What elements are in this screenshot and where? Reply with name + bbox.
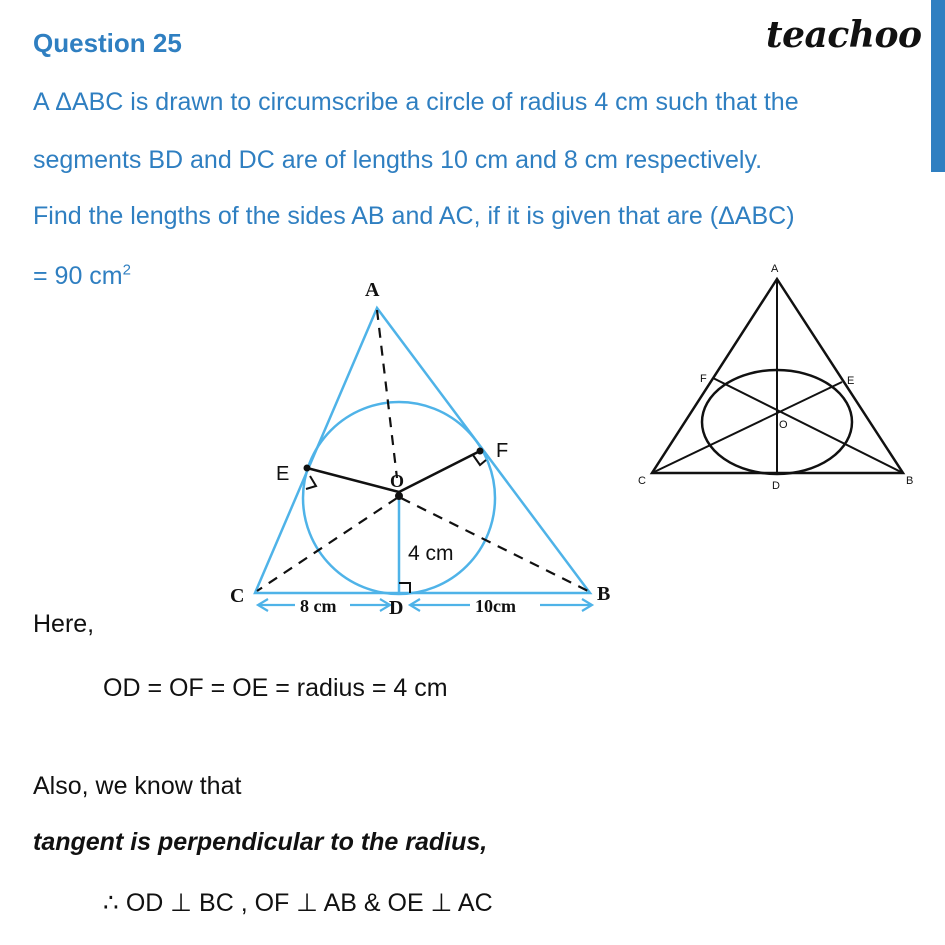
radius-label: 4 cm: [408, 542, 454, 565]
area-value: = 90 cm: [33, 262, 123, 290]
equation-radius: OD = OF = OE = radius = 4 cm: [103, 674, 448, 702]
label-e: E: [276, 463, 290, 485]
ref-label-f: F: [700, 373, 707, 385]
main-triangle-figure: [230, 279, 610, 619]
teachoo-logo: teachoo: [766, 14, 922, 56]
also-text: Also, we know that: [33, 772, 242, 800]
reference-triangle-figure: [638, 263, 913, 492]
radius-of: [399, 451, 480, 492]
label-o: O: [390, 471, 405, 491]
ref-label-o: O: [779, 419, 788, 431]
ref-label-c: C: [638, 475, 646, 487]
tangent-statement: tangent is perpendicular to the radius,: [33, 828, 488, 856]
label-c: C: [230, 585, 245, 607]
question-title: Question 25: [33, 28, 182, 58]
label-b: B: [597, 583, 611, 605]
ref-label-d: D: [772, 480, 780, 492]
ref-label-e: E: [847, 375, 855, 387]
ref-label-b: B: [906, 475, 914, 487]
question-line-3: Find the lengths of the sides AB and AC, if it is given that are (ΔABC): [33, 202, 795, 230]
label-f: F: [496, 440, 509, 462]
dashed-ao: [377, 310, 397, 478]
point-e: [304, 465, 311, 472]
radius-oe: [307, 468, 399, 492]
right-angle-f: [473, 455, 486, 465]
point-f: [477, 448, 484, 455]
right-angle-e: [306, 476, 316, 489]
perpendicular-statement: ∴ OD ⊥ BC , OF ⊥ AB & OE ⊥ AC: [103, 889, 493, 917]
label-d: D: [389, 597, 404, 619]
area-unit-exponent: 2: [122, 261, 131, 279]
question-line-1: A ΔABC is drawn to circumscribe a circle of radius 4 cm such that the: [33, 88, 799, 116]
question-line-2: segments BD and DC are of lengths 10 cm and 8 cm respectively.: [33, 146, 763, 174]
ref-label-a: A: [771, 263, 779, 275]
label-a: A: [365, 279, 380, 301]
cd-length-label: 8 cm: [300, 596, 337, 616]
here-text: Here,: [33, 610, 95, 638]
db-length-label: 10cm: [475, 596, 516, 616]
dashed-oc: [257, 498, 397, 591]
ref-line-fb: [713, 378, 903, 473]
right-angle-d: [399, 583, 410, 593]
point-o: [395, 492, 403, 500]
